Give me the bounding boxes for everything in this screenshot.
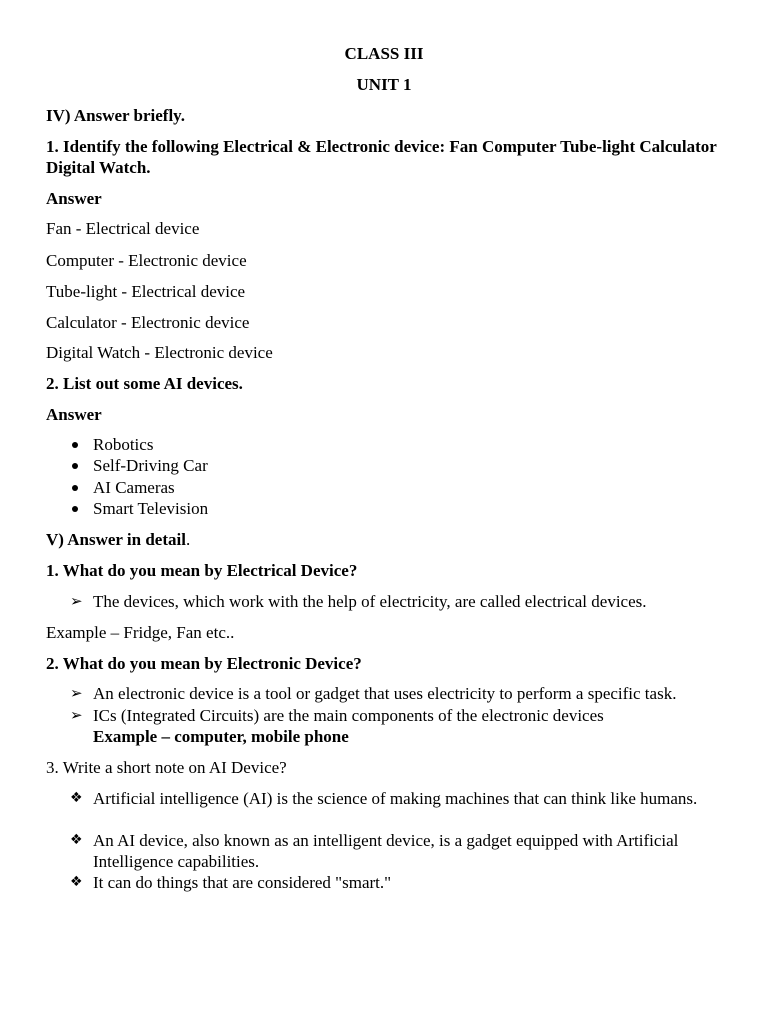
section-v-question-2: 2. What do you mean by Electronic Device? xyxy=(46,654,362,673)
section-v-heading-period: . xyxy=(185,530,191,549)
answer-line: Computer - Electronic device xyxy=(46,251,247,270)
answer-line: Digital Watch - Electronic device xyxy=(46,343,273,362)
list-item xyxy=(70,434,730,455)
list-item xyxy=(70,498,730,519)
answer-line: Fan - Electrical device xyxy=(46,219,200,238)
answer-label: Answer xyxy=(46,189,102,208)
list-item-text: AI Cameras xyxy=(93,478,175,497)
list-item-text: An electronic device is a tool or gadget that uses electricity to perform a specific task. xyxy=(93,684,677,703)
list-item xyxy=(70,705,730,747)
list-item-text: Self-Driving Car xyxy=(93,456,208,475)
unit-title: UNIT 1 xyxy=(356,75,412,94)
diamond-bullet-icon: ❖ xyxy=(70,874,83,890)
list-item xyxy=(70,683,730,704)
answer-line: Tube-light - Electrical device xyxy=(46,282,246,301)
list-item-text: An AI device, also known as an intelligent device, is a gadget equipped with Artificial Intelligence capabilities. xyxy=(93,831,679,871)
section-v-heading xyxy=(46,529,190,550)
list-item xyxy=(70,591,730,612)
list-item-text: The devices, which work with the help of electricity, are called electrical devices. xyxy=(93,592,647,611)
answer-line: Calculator - Electronic device xyxy=(46,313,250,332)
example-line: Example – computer, mobile phone xyxy=(93,727,349,746)
list-item-text: It can do things that are considered "smart." xyxy=(93,873,392,892)
section-v-question-3: 3. Write a short note on AI Device? xyxy=(46,758,287,777)
answer-label: Answer xyxy=(46,405,102,424)
arrow-bullet-icon: ➢ xyxy=(70,592,83,610)
list-item-text: Robotics xyxy=(93,435,154,454)
list-item xyxy=(70,455,730,476)
list-item-text: ICs (Integrated Circuits) are the main components of the electronic devices xyxy=(93,706,604,725)
list-item xyxy=(70,872,730,893)
example-line: Example – Fridge, Fan etc.. xyxy=(46,623,235,642)
section-iv-question-2: 2. List out some AI devices. xyxy=(46,374,243,393)
list-item xyxy=(70,477,730,498)
list-item xyxy=(70,830,730,872)
class-title: CLASS III xyxy=(344,44,424,63)
list-item-text: Smart Television xyxy=(93,499,209,518)
arrow-bullet-icon: ➢ xyxy=(70,706,83,724)
section-v-question-1: 1. What do you mean by Electrical Device? xyxy=(46,561,358,580)
section-iv-heading: IV) Answer briefly. xyxy=(46,106,185,125)
section-v-heading-text: V) Answer in detail xyxy=(46,530,186,549)
list-item-text: Artificial intelligence (AI) is the science of making machines that can think like humans. xyxy=(93,789,698,808)
arrow-bullet-icon: ➢ xyxy=(70,684,83,702)
diamond-bullet-icon: ❖ xyxy=(70,832,83,848)
section-iv-question-1: 1. Identify the following Electrical & Electronic device: Fan Computer Tube-light Calculator Digital Watch. xyxy=(46,137,717,177)
diamond-bullet-icon: ❖ xyxy=(70,790,83,806)
list-item xyxy=(70,788,730,809)
